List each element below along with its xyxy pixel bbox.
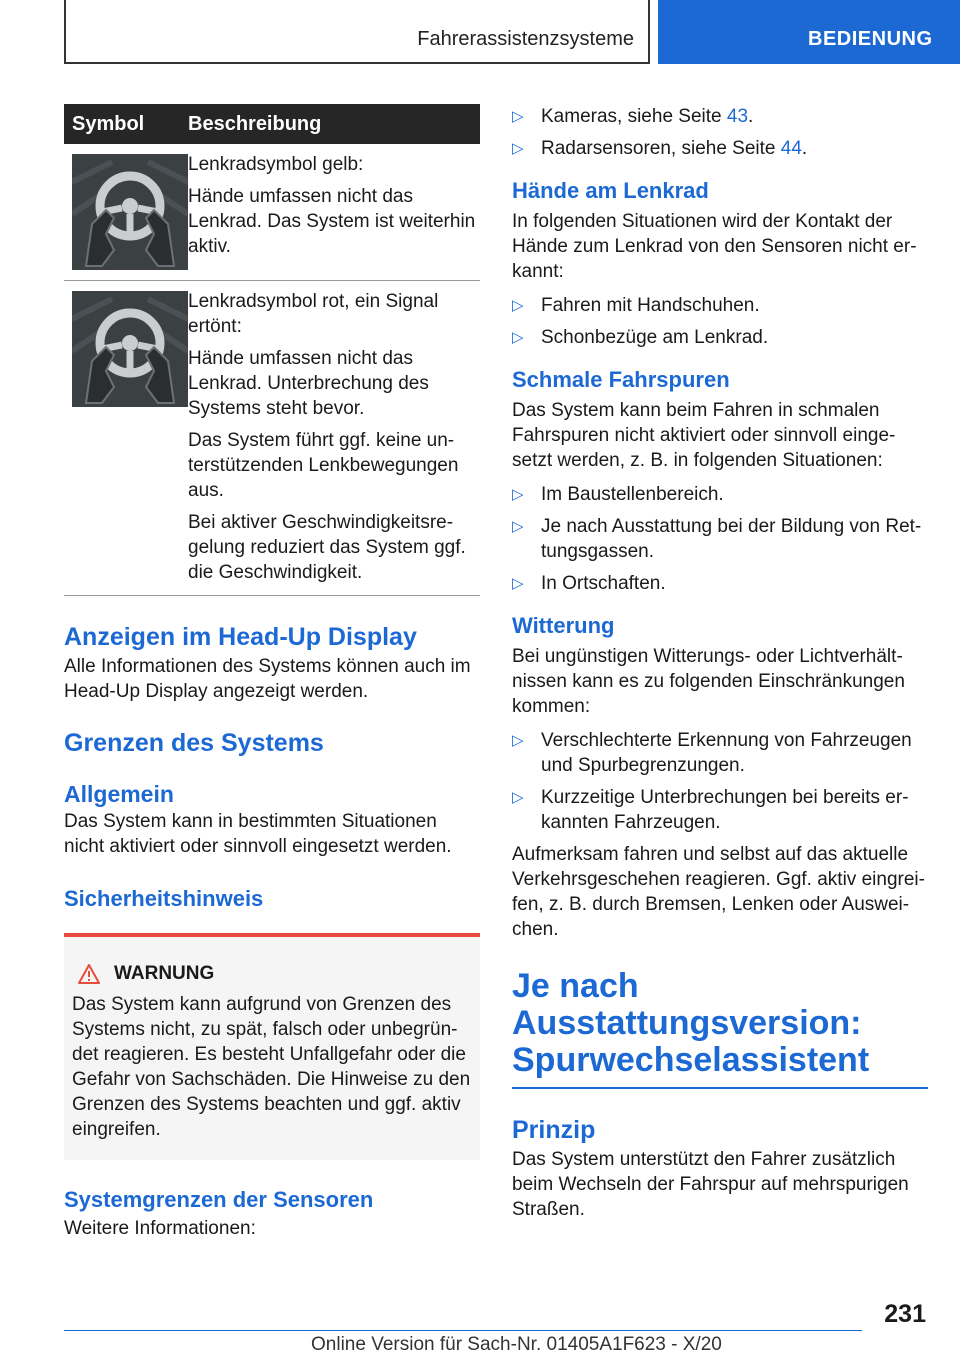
weather-note: Aufmerksam fahren und selbst auf das aktuelle Verkehrsgeschehen reagieren. Ggf. aktiv eingreifen, z. B. durch Bremsen, Lenken oder Ausweichen. — [512, 844, 925, 940]
warning-text: Das System kann aufgrund von Grenzen des Systems nicht, zu spät, falsch oder unbegründet reagieren. Es besteht Unfallgefahr oder die Gefahr von Sachschäden. Die Hinweise zu den Grenzen des Systems beachten und ggf. aktiv eingreifen. — [72, 994, 471, 1140]
section-title: Fahrerassistenzsysteme — [417, 28, 634, 50]
list-item: ▷ In Ortschaften. — [512, 571, 928, 596]
heading-sensor-limits: Systemgrenzen der Sensoren — [64, 1187, 374, 1212]
list-item: ▷ Schonbezüge am Lenkrad. — [512, 325, 928, 350]
row2-line4: Bei aktiver Geschwindigkeitsregelung reduziert das System ggf. die Geschwindigkeit. — [188, 512, 466, 583]
heading-general: Allgemein — [64, 781, 174, 807]
table-header-symbol: Symbol — [72, 112, 145, 135]
chapter-heading: Je nach Ausstattungsversion: Spurwechselassistent — [512, 968, 928, 1089]
page-link-44[interactable]: 44 — [780, 138, 802, 159]
list-item: ▷ Fahren mit Handschuhen. — [512, 293, 928, 318]
right-column — [512, 104, 928, 1222]
hands-list — [512, 293, 928, 350]
heading-weather: Witterung — [512, 613, 615, 638]
table-header — [64, 104, 480, 144]
weather-list — [512, 728, 928, 835]
heading-principle: Prinzip — [512, 1116, 596, 1144]
sensor-text: Weitere Informationen: — [64, 1218, 256, 1239]
header-frame — [64, 0, 650, 64]
sensor-list — [512, 104, 928, 161]
table-header-description: Beschreibung — [188, 112, 322, 135]
warning-title: WARNUNG — [114, 963, 215, 984]
list-item: ▷ Radarsensoren, siehe Seite 44. — [512, 136, 928, 161]
list-item: ▷ Im Baustellenbereich. — [512, 482, 928, 507]
heading-safety: Sicherheitshinweis — [64, 886, 264, 911]
warning-box — [64, 933, 480, 1160]
steering-wheel-hands-yellow-icon — [72, 154, 188, 270]
hud-text: Alle Informationen des Systems können auch im Head-Up Display angezeigt werden. — [64, 656, 471, 702]
footer-online-version: Online Version für Sach-Nr. 01405A1F623 - X/20 — [311, 1334, 722, 1355]
narrow-text: Das System kann beim Fahren in schmalen Fahrspuren nicht aktiviert oder sinnvoll eingesetzt werden, z. B. in folgenden Situationen: — [512, 400, 896, 471]
page-link-43[interactable]: 43 — [726, 106, 749, 127]
general-text: Das System kann in bestimmten Situationen nicht aktiviert oder sinnvoll eingesetzt werden. — [64, 811, 452, 857]
heading-narrow: Schmale Fahrspuren — [512, 367, 730, 392]
list-item: ▷ Verschlechterte Erkennung von Fahrzeugen und Spurbegrenzungen. — [512, 728, 928, 778]
symbol-table — [64, 104, 480, 596]
chapter-tab[interactable] — [658, 0, 960, 64]
list-item: ▷ Kurzzeitige Unterbrechungen bei bereits erkannten Fahrzeugen. — [512, 785, 928, 835]
row1-line1: Lenkradsymbol gelb: — [188, 154, 364, 175]
row2-line3: Das System führt ggf. keine unterstützenden Lenkbewegungen aus. — [188, 430, 459, 501]
row2-line2: Hände umfassen nicht das Lenkrad. Unterbrechung des Systems steht bevor. — [188, 348, 429, 419]
footer-rule — [64, 1330, 862, 1331]
narrow-list — [512, 482, 928, 596]
steering-wheel-hands-red-icon — [72, 291, 188, 407]
table-row — [64, 281, 480, 596]
left-column — [64, 104, 480, 1241]
heading-limits: Grenzen des Systems — [64, 729, 324, 757]
row2-line1: Lenkradsymbol rot, ein Signal ertönt: — [188, 291, 439, 337]
heading-hands: Hände am Lenkrad — [512, 178, 709, 203]
table-row — [64, 144, 480, 281]
warning-triangle-icon — [78, 964, 100, 984]
principle-text: Das System unterstützt den Fahrer zusätzlich beim Wechseln der Fahrspur auf mehrspurigen Straßen. — [512, 1149, 909, 1220]
weather-text: Bei ungünstigen Witterungs- oder Lichtverhältnissen kann es zu folgenden Einschränkungen kommen: — [512, 646, 905, 717]
list-item: ▷ Kameras, siehe Seite 43. — [512, 104, 928, 129]
chapter-label: BEDIENUNG — [808, 28, 933, 50]
list-item: ▷ Je nach Ausstattung bei der Bildung von Rettungsgassen. — [512, 514, 928, 564]
page-number: 231 — [884, 1300, 926, 1328]
heading-hud: Anzeigen im Head-Up Display — [64, 623, 417, 651]
row1-line2: Hände umfassen nicht das Lenkrad. Das System ist weiterhin aktiv. — [188, 186, 476, 257]
hands-text: In folgenden Situationen wird der Kontakt der Hände zum Lenkrad von den Sensoren nicht erkannt: — [512, 211, 917, 282]
